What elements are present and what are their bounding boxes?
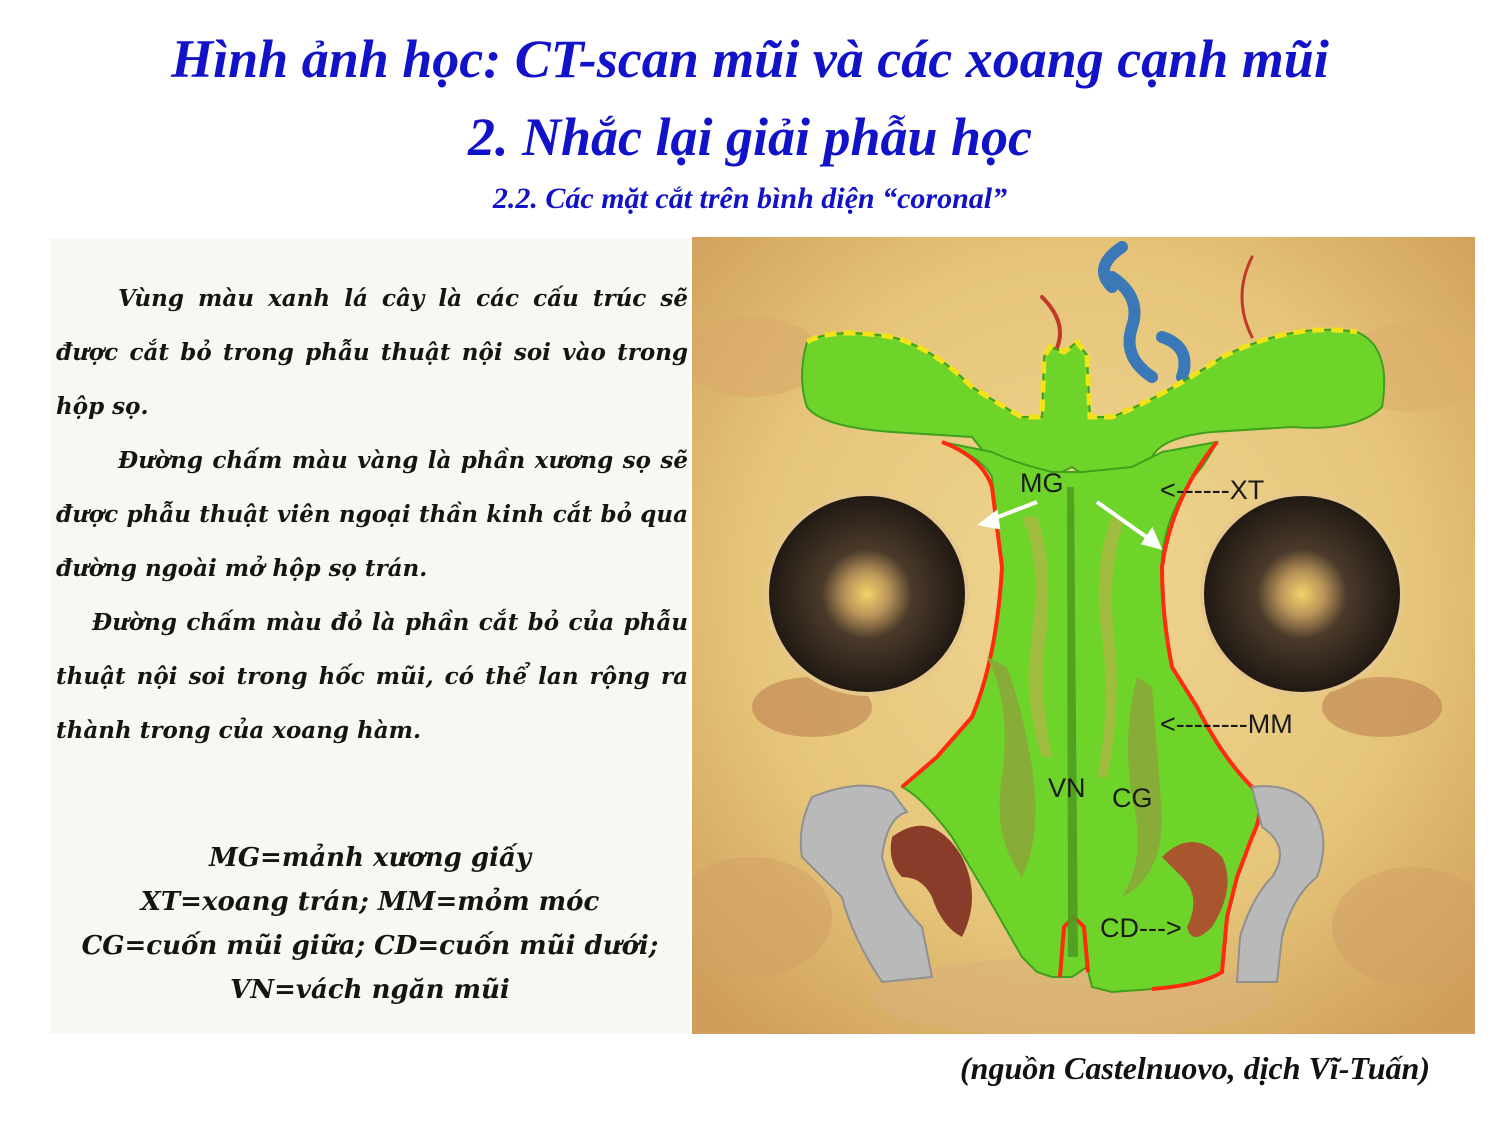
label-mg: MG (1020, 468, 1064, 498)
slide-title: Hình ảnh học: CT-scan mũi và các xoang cạnh mũi (171, 29, 1329, 89)
description-panel (50, 238, 690, 1034)
abbreviation-legend (50, 836, 690, 1012)
legend-line-cg-cd: CG=cuốn mũi giữa; CD=cuốn mũi dưới; (81, 931, 659, 961)
legend-line-vn: VN=vách ngăn mũi (230, 975, 510, 1005)
label-mm: <--------MM (1160, 709, 1293, 739)
legend-line-xt-mm: XT=xoang trán; MM=mỏm móc (140, 887, 600, 917)
description-paragraph-green: Vùng màu xanh lá cây là các cấu trúc sẽ được cắt bỏ trong phẫu thuật nội soi vào trong hộp sọ. (56, 285, 688, 420)
legend-line-mg: MG=mảnh xương giấy (209, 843, 531, 873)
description-paragraph-yellow: Đường chấm màu vàng là phần xương sọ sẽ được phẫu thuật viên ngoại thần kinh cắt bỏ qua đường ngoài mở hộp sọ trán. (56, 447, 688, 582)
label-cd: CD---> (1100, 913, 1182, 943)
description-text (56, 272, 688, 758)
label-vn: VN (1048, 773, 1086, 803)
source-citation: (nguồn Castelnuovo, dịch Vĩ-Tuấn) (959, 1050, 1430, 1086)
label-cg: CG (1112, 783, 1153, 813)
description-paragraph-red: Đường chấm màu đỏ là phần cắt bỏ của phẫu thuật nội soi trong hốc mũi, có thể lan rộng ra thành trong của xoang hàm. (56, 609, 688, 744)
label-xt: <------XT (1160, 475, 1265, 505)
section-heading: 2. Nhắc lại giải phẫu học (467, 107, 1033, 167)
coronal-anatomy-figure (692, 237, 1475, 1034)
subsection-heading: 2.2. Các mặt cắt trên bình diện “coronal” (492, 182, 1008, 215)
